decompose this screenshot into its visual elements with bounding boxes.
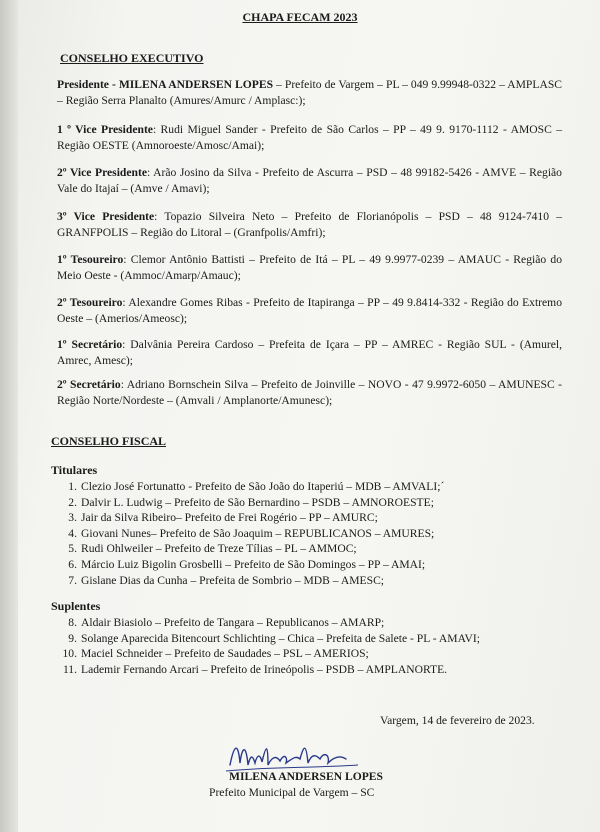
exec-entry-vice2	[57, 165, 562, 197]
signatory-name: MILENA ANDERSEN LOPES	[229, 770, 383, 783]
list-item: 9. Solange Aparecida Bitencourt Schlichting – Chica – Prefeita de Salete - PL - AMAVI;	[68, 631, 480, 645]
list-item: 11. Lademir Fernando Arcari – Prefeito de Irineópolis – PSDB – AMPLANORTE.	[62, 662, 448, 676]
fiscal-heading: CONSELHO FISCAL	[51, 434, 167, 448]
titulares-list	[51, 479, 444, 588]
exec-entry-president	[57, 77, 562, 109]
list-item: 7. Gislane Dias da Cunha – Prefeita de Sombrio – MDB – AMESC;	[68, 573, 385, 587]
suplentes-list	[51, 615, 480, 677]
exec-role: 1º Secretário	[57, 338, 123, 351]
document-date: Vargem, 14 de fevereiro de 2023.	[380, 714, 535, 727]
titulares-label: Titulares	[51, 463, 98, 477]
exec-role: Presidente - MILENA ANDERSEN LOPES	[57, 78, 274, 91]
exec-entry-secretary2	[57, 377, 562, 409]
exec-role: 2º Tesoureiro	[57, 296, 123, 309]
suplentes-label: Suplentes	[51, 599, 101, 613]
handwritten-signature	[224, 735, 364, 775]
exec-entry-secretary1	[57, 337, 562, 369]
list-item: 10. Maciel Schneider – Prefeito de Saudades – PSL – AMERIOS;	[62, 647, 369, 661]
list-item: 2. Dalvir L. Ludwig – Prefeito de São Bernardino – PSDB – AMNOROESTE;	[68, 495, 434, 509]
exec-text: : Adriano Bornschein Silva – Prefeito de Joinville – NOVO - 47 9.9972-6050 – AMUNESC - Região Norte/Nordeste – (Amvali / Amplanorte/Amunesc);	[57, 378, 562, 407]
exec-role: 3º Vice Presidente	[57, 210, 155, 223]
list-item: 3. Jair da Silva Ribeiro– Prefeito de Frei Rogério – PP – AMURC;	[68, 511, 378, 525]
exec-text: : Alexandre Gomes Ribas - Prefeito de Itapiranga – PP – 49 9.8414-332 - Região do Extremo Oeste – (Amerios/Ameosc);	[57, 296, 563, 325]
exec-entry-vice3	[57, 209, 562, 241]
exec-text: – Prefeito de Vargem – PL – 049 9.99948-0322 – AMPLASC – Região Serra Planalto (Amures/Amurc / Amplasc:);	[57, 78, 562, 107]
list-item: 6. Márcio Luiz Bigolin Grosbelli – Prefeito de São Domingos – PP – AMAI;	[68, 557, 426, 571]
exec-entry-treasurer1	[57, 252, 562, 284]
exec-text: : Clemor Antônio Battisti – Prefeito de Itá – PL – 49 9.9977-0239 – AMAUC - Região do Meio Oeste - (Ammoc/Amarp/Amauc);	[57, 253, 563, 282]
list-item: 8. Aldair Biasiolo – Prefeito de Tangara – Republicanos – AMARP;	[68, 616, 385, 629]
exec-text: : Topazio Silveira Neto – Prefeito de Florianópolis – PSD – 48 9124-7410 – GRANFPOLIS – Região do Litoral – (Granfpolis/Amfri);	[57, 210, 562, 239]
exec-text: : Dalvânia Pereira Cardoso – Prefeita de Içara – PP – AMREC - Região SUL - (Amurel, Amrec, Amesc);	[57, 338, 562, 367]
exec-role: 2º Vice Presidente	[57, 166, 147, 179]
exec-role: 1 º Vice Presidente	[57, 123, 153, 136]
signatory-role: Prefeito Municipal de Vargem – SC	[209, 786, 375, 799]
exec-entry-treasurer2	[57, 295, 562, 327]
executive-heading: CONSELHO EXECUTIVO	[60, 51, 204, 65]
document-title: CHAPA FECAM 2023	[242, 10, 358, 24]
exec-role: 2º Secretário	[57, 378, 121, 391]
exec-text: : Rudi Miguel Sander - Prefeito de São Carlos – PP – 49 9. 9170-1112 - AMOSC – Região OESTE (Amnoroeste/Amosc/Amai);	[57, 123, 562, 152]
exec-role: 1º Tesoureiro	[57, 253, 124, 266]
list-item: 1. Clezio José Fortunatto - Prefeito de São João do Itaperiú – MDB – AMVALI;´	[68, 480, 445, 493]
list-item: 5. Rudi Ohlweiler – Prefeito de Treze Tílias – PL – AMMOC;	[68, 542, 357, 556]
exec-text: : Arão Josino da Silva - Prefeito de Ascurra – PSD – 48 99182-5426 - AMVE – Região Vale do Itajaí – (Amve / Amavi);	[57, 166, 562, 195]
list-item: 4. Giovani Nunes– Prefeito de São Joaquim – REPUBLICANOS – AMURES;	[68, 526, 435, 540]
page-fold-shadow	[0, 0, 18, 832]
exec-entry-vice1	[57, 122, 562, 154]
